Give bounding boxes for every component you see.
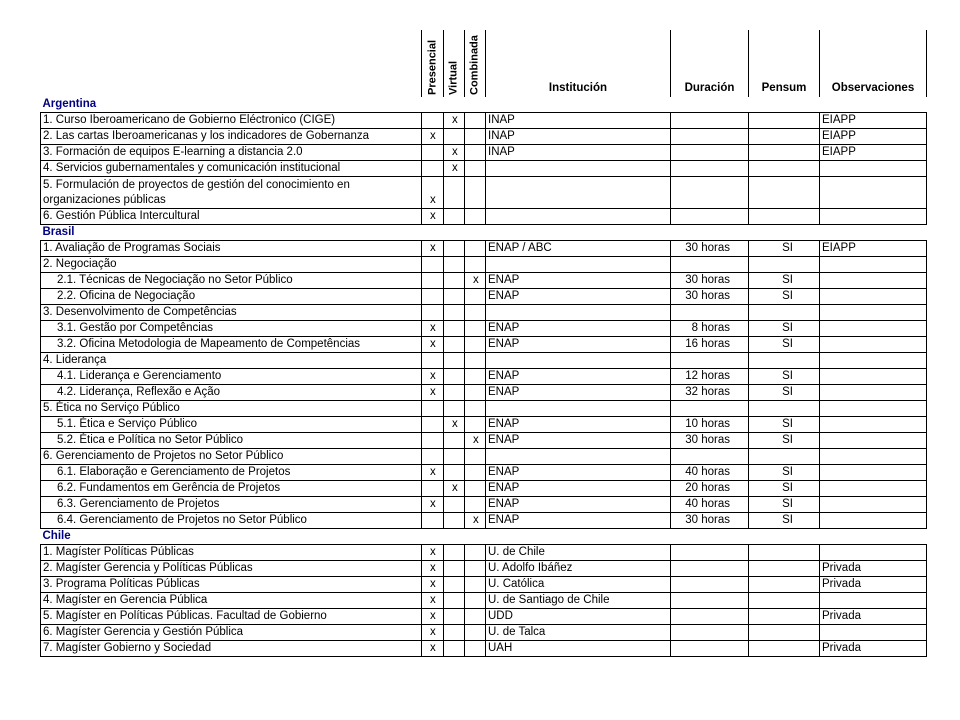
- institucion-cell: U. de Talca: [486, 625, 671, 641]
- observaciones-cell: [820, 417, 927, 433]
- combinada-cell: [465, 177, 486, 209]
- combinada-cell: [465, 209, 486, 225]
- course-name-cell: 6. Magíster Gerencia y Gestión Pública: [41, 625, 422, 641]
- header-row: [41, 30, 927, 97]
- observaciones-cell: [820, 337, 927, 353]
- combinada-cell: [465, 401, 486, 417]
- pensum-cell: [749, 401, 820, 417]
- virtual-cell: [444, 241, 465, 257]
- institucion-cell: U. Adolfo Ibáñez: [486, 561, 671, 577]
- observaciones-cell: [820, 465, 927, 481]
- header-duracion: Duración: [671, 30, 749, 97]
- duracion-cell: 30 horas: [671, 289, 749, 305]
- combinada-cell: [465, 561, 486, 577]
- duracion-cell: [671, 161, 749, 177]
- pensum-cell: SI: [749, 417, 820, 433]
- institucion-cell: INAP: [486, 145, 671, 161]
- institucion-cell: U. Católica: [486, 577, 671, 593]
- pensum-cell: SI: [749, 433, 820, 449]
- table-row: [41, 273, 927, 289]
- combinada-cell: [465, 385, 486, 401]
- virtual-cell: [444, 353, 465, 369]
- duracion-cell: [671, 593, 749, 609]
- presencial-cell: [422, 401, 444, 417]
- virtual-cell: [444, 561, 465, 577]
- course-name-cell: 6. Gerenciamento de Projetos no Setor Público: [41, 449, 422, 465]
- presencial-cell: x: [422, 497, 444, 513]
- institucion-cell: ENAP: [486, 385, 671, 401]
- combinada-cell: [465, 337, 486, 353]
- presencial-cell: [422, 449, 444, 465]
- combinada-cell: [465, 625, 486, 641]
- duracion-cell: [671, 545, 749, 561]
- observaciones-cell: [820, 449, 927, 465]
- course-name-cell: 5. Formulación de proyectos de gestión del conocimiento en organizaciones públicas: [41, 177, 422, 209]
- pensum-cell: [749, 209, 820, 225]
- pensum-cell: SI: [749, 465, 820, 481]
- observaciones-cell: [820, 161, 927, 177]
- presencial-cell: [422, 289, 444, 305]
- institucion-cell: UDD: [486, 609, 671, 625]
- presencial-cell: x: [422, 209, 444, 225]
- presencial-cell: x: [422, 577, 444, 593]
- duracion-cell: [671, 353, 749, 369]
- institucion-cell: ENAP: [486, 513, 671, 529]
- pensum-cell: SI: [749, 481, 820, 497]
- course-name-cell: 3. Formación de equipos E-learning a distancia 2.0: [41, 145, 422, 161]
- table-row: [41, 161, 927, 177]
- duracion-cell: [671, 561, 749, 577]
- pensum-cell: SI: [749, 273, 820, 289]
- course-name-cell: 3.2. Oficina Metodologia de Mapeamento de Competências: [41, 337, 422, 353]
- combinada-cell: [465, 417, 486, 433]
- course-name-cell: 6.3. Gerenciamento de Projetos: [41, 497, 422, 513]
- virtual-cell: x: [444, 481, 465, 497]
- observaciones-cell: [820, 289, 927, 305]
- course-name-cell: 4. Servicios gubernamentales y comunicación institucional: [41, 161, 422, 177]
- table-row: [41, 209, 927, 225]
- header-institucion: Institución: [486, 30, 671, 97]
- virtual-cell: x: [444, 417, 465, 433]
- combinada-cell: [465, 353, 486, 369]
- duracion-cell: 16 horas: [671, 337, 749, 353]
- course-table: [40, 30, 927, 657]
- duracion-cell: [671, 641, 749, 657]
- presencial-cell: x: [422, 545, 444, 561]
- observaciones-cell: EIAPP: [820, 145, 927, 161]
- course-name-cell: 5.1. Ética e Serviço Público: [41, 417, 422, 433]
- duracion-cell: 30 horas: [671, 273, 749, 289]
- virtual-cell: [444, 209, 465, 225]
- presencial-cell: [422, 353, 444, 369]
- combinada-cell: [465, 545, 486, 561]
- presencial-cell: x: [422, 241, 444, 257]
- presencial-cell: x: [422, 561, 444, 577]
- institucion-cell: ENAP: [486, 321, 671, 337]
- presencial-cell: [422, 257, 444, 273]
- virtual-cell: [444, 513, 465, 529]
- country-header-row: [41, 225, 927, 241]
- duracion-cell: 30 horas: [671, 433, 749, 449]
- pensum-cell: [749, 177, 820, 209]
- virtual-cell: [444, 129, 465, 145]
- table-row: [41, 401, 927, 417]
- table-row: [41, 353, 927, 369]
- virtual-cell: [444, 257, 465, 273]
- presencial-cell: x: [422, 129, 444, 145]
- institucion-cell: ENAP / ABC: [486, 241, 671, 257]
- pensum-cell: SI: [749, 369, 820, 385]
- virtual-cell: [444, 465, 465, 481]
- course-name-cell: 2. Magíster Gerencia y Políticas Públicas: [41, 561, 422, 577]
- virtual-cell: [444, 625, 465, 641]
- duracion-cell: [671, 625, 749, 641]
- combinada-cell: [465, 113, 486, 129]
- pensum-cell: SI: [749, 385, 820, 401]
- institucion-cell: [486, 161, 671, 177]
- institucion-cell: [486, 353, 671, 369]
- duracion-cell: 32 horas: [671, 385, 749, 401]
- pensum-cell: SI: [749, 289, 820, 305]
- observaciones-cell: [820, 545, 927, 561]
- course-name-cell: 2.1. Técnicas de Negociação no Setor Público: [41, 273, 422, 289]
- header-combinada: Combinada: [465, 30, 486, 97]
- institucion-cell: INAP: [486, 113, 671, 129]
- course-name-cell: 7. Magíster Gobierno y Sociedad: [41, 641, 422, 657]
- institucion-cell: ENAP: [486, 433, 671, 449]
- table-row: [41, 497, 927, 513]
- course-table-sheet: [40, 30, 926, 657]
- observaciones-cell: [820, 321, 927, 337]
- combinada-cell: [465, 449, 486, 465]
- duracion-cell: [671, 609, 749, 625]
- combinada-cell: [465, 641, 486, 657]
- table-row: [41, 337, 927, 353]
- combinada-cell: [465, 321, 486, 337]
- virtual-cell: [444, 321, 465, 337]
- combinada-cell: [465, 593, 486, 609]
- virtual-cell: [444, 385, 465, 401]
- observaciones-cell: [820, 401, 927, 417]
- table-row: [41, 289, 927, 305]
- presencial-cell: x: [422, 369, 444, 385]
- combinada-cell: [465, 257, 486, 273]
- table-row: [41, 545, 927, 561]
- observaciones-cell: Privada: [820, 577, 927, 593]
- table-row: [41, 433, 927, 449]
- table-row: [41, 561, 927, 577]
- presencial-cell: x: [422, 337, 444, 353]
- observaciones-cell: [820, 625, 927, 641]
- presencial-cell: [422, 113, 444, 129]
- table-row: [41, 145, 927, 161]
- virtual-cell: [444, 369, 465, 385]
- table-row: [41, 481, 927, 497]
- observaciones-cell: Privada: [820, 561, 927, 577]
- table-row: [41, 593, 927, 609]
- virtual-cell: [444, 545, 465, 561]
- course-name-cell: 4. Liderança: [41, 353, 422, 369]
- combinada-cell: [465, 161, 486, 177]
- institucion-cell: ENAP: [486, 465, 671, 481]
- pensum-cell: [749, 145, 820, 161]
- observaciones-cell: [820, 305, 927, 321]
- country-name: Argentina: [42, 98, 97, 110]
- observaciones-cell: [820, 385, 927, 401]
- pensum-cell: [749, 257, 820, 273]
- course-name-cell: 4. Magíster en Gerencia Pública: [41, 593, 422, 609]
- virtual-cell: [444, 449, 465, 465]
- institucion-cell: INAP: [486, 129, 671, 145]
- virtual-cell: [444, 497, 465, 513]
- observaciones-cell: [820, 593, 927, 609]
- table-row: [41, 465, 927, 481]
- observaciones-cell: [820, 513, 927, 529]
- pensum-cell: [749, 641, 820, 657]
- institucion-cell: [486, 305, 671, 321]
- combinada-cell: x: [465, 433, 486, 449]
- pensum-cell: [749, 593, 820, 609]
- institucion-cell: [486, 177, 671, 209]
- combinada-cell: [465, 241, 486, 257]
- pensum-cell: [749, 113, 820, 129]
- header-presencial: Presencial: [422, 30, 444, 97]
- observaciones-cell: [820, 481, 927, 497]
- virtual-cell: [444, 609, 465, 625]
- pensum-cell: [749, 161, 820, 177]
- pensum-cell: SI: [749, 321, 820, 337]
- combinada-cell: x: [465, 273, 486, 289]
- course-name-cell: 5. Magíster en Políticas Públicas. Facultad de Gobierno: [41, 609, 422, 625]
- course-name-cell: 1. Avaliação de Programas Sociais: [41, 241, 422, 257]
- observaciones-cell: [820, 257, 927, 273]
- combinada-cell: [465, 129, 486, 145]
- duracion-cell: 8 horas: [671, 321, 749, 337]
- course-name-cell: 6.1. Elaboração e Gerenciamento de Projetos: [41, 465, 422, 481]
- table-row: [41, 417, 927, 433]
- course-name-cell: 1. Curso Iberoamericano de Gobierno Eléctronico (CIGE): [41, 113, 422, 129]
- observaciones-cell: [820, 497, 927, 513]
- pensum-cell: [749, 561, 820, 577]
- course-name-cell: 2. Las cartas Iberoamericanas y los indicadores de Gobernanza: [41, 129, 422, 145]
- country-header-row: [41, 97, 927, 113]
- pensum-cell: [749, 353, 820, 369]
- presencial-cell: [422, 481, 444, 497]
- header-pensum: Pensum: [749, 30, 820, 97]
- duracion-cell: 12 horas: [671, 369, 749, 385]
- table-row: [41, 577, 927, 593]
- duracion-cell: 20 horas: [671, 481, 749, 497]
- presencial-cell: x: [422, 641, 444, 657]
- table-row: [41, 641, 927, 657]
- institucion-cell: ENAP: [486, 273, 671, 289]
- duracion-cell: [671, 145, 749, 161]
- table-row: [41, 113, 927, 129]
- combinada-cell: [465, 465, 486, 481]
- observaciones-cell: [820, 433, 927, 449]
- observaciones-cell: [820, 353, 927, 369]
- table-row: [41, 625, 927, 641]
- country-name: Brasil: [42, 226, 75, 238]
- duracion-cell: 40 horas: [671, 497, 749, 513]
- institucion-cell: [486, 401, 671, 417]
- table-row: [41, 369, 927, 385]
- course-name-cell: 1. Magíster Políticas Públicas: [41, 545, 422, 561]
- institucion-cell: ENAP: [486, 417, 671, 433]
- virtual-cell: [444, 289, 465, 305]
- table-row: [41, 129, 927, 145]
- combinada-cell: [465, 305, 486, 321]
- combinada-cell: [465, 497, 486, 513]
- virtual-cell: [444, 337, 465, 353]
- course-name-cell: 6.2. Fundamentos em Gerência de Projetos: [41, 481, 422, 497]
- presencial-cell: x: [422, 609, 444, 625]
- pensum-cell: SI: [749, 241, 820, 257]
- combinada-cell: [465, 289, 486, 305]
- pensum-cell: [749, 449, 820, 465]
- institucion-cell: [486, 449, 671, 465]
- duracion-cell: [671, 305, 749, 321]
- observaciones-cell: Privada: [820, 609, 927, 625]
- combinada-cell: [465, 369, 486, 385]
- institucion-cell: [486, 209, 671, 225]
- table-row: [41, 385, 927, 401]
- observaciones-cell: [820, 177, 927, 209]
- duracion-cell: [671, 113, 749, 129]
- virtual-cell: [444, 641, 465, 657]
- duracion-cell: [671, 209, 749, 225]
- institucion-cell: UAH: [486, 641, 671, 657]
- institucion-cell: ENAP: [486, 497, 671, 513]
- pensum-cell: [749, 129, 820, 145]
- presencial-cell: x: [422, 625, 444, 641]
- pensum-cell: SI: [749, 337, 820, 353]
- presencial-cell: x: [422, 177, 444, 209]
- table-row: [41, 241, 927, 257]
- course-name-cell: 2. Negociação: [41, 257, 422, 273]
- course-name-cell: 5.2. Ética e Política no Setor Público: [41, 433, 422, 449]
- observaciones-cell: EIAPP: [820, 113, 927, 129]
- institucion-cell: ENAP: [486, 481, 671, 497]
- table-row: [41, 513, 927, 529]
- combinada-cell: [465, 145, 486, 161]
- presencial-cell: [422, 161, 444, 177]
- course-name-cell: 4.2. Liderança, Reflexão e Ação: [41, 385, 422, 401]
- country-name: Chile: [42, 530, 71, 542]
- presencial-cell: [422, 145, 444, 161]
- virtual-cell: [444, 177, 465, 209]
- institucion-cell: ENAP: [486, 289, 671, 305]
- virtual-cell: x: [444, 145, 465, 161]
- presencial-cell: [422, 433, 444, 449]
- header-virtual: Virtual: [444, 30, 465, 97]
- presencial-cell: x: [422, 465, 444, 481]
- pensum-cell: [749, 609, 820, 625]
- duracion-cell: [671, 401, 749, 417]
- presencial-cell: x: [422, 593, 444, 609]
- country-header-row: [41, 529, 927, 545]
- virtual-cell: [444, 593, 465, 609]
- course-name-cell: 3. Desenvolvimento de Competências: [41, 305, 422, 321]
- combinada-cell: x: [465, 513, 486, 529]
- table-row: [41, 305, 927, 321]
- table-row: [41, 609, 927, 625]
- combinada-cell: [465, 609, 486, 625]
- duracion-cell: 40 horas: [671, 465, 749, 481]
- pensum-cell: [749, 545, 820, 561]
- duracion-cell: [671, 177, 749, 209]
- pensum-cell: [749, 625, 820, 641]
- virtual-cell: x: [444, 161, 465, 177]
- virtual-cell: x: [444, 113, 465, 129]
- header-observaciones: Observaciones: [820, 30, 927, 97]
- table-row: [41, 449, 927, 465]
- institucion-cell: ENAP: [486, 369, 671, 385]
- table-row: [41, 257, 927, 273]
- observaciones-cell: Privada: [820, 641, 927, 657]
- observaciones-cell: [820, 369, 927, 385]
- observaciones-cell: EIAPP: [820, 241, 927, 257]
- course-name-cell: 6.4. Gerenciamento de Projetos no Setor Público: [41, 513, 422, 529]
- pensum-cell: [749, 305, 820, 321]
- course-name-cell: 5. Ética no Serviço Público: [41, 401, 422, 417]
- observaciones-cell: [820, 273, 927, 289]
- presencial-cell: [422, 417, 444, 433]
- duracion-cell: [671, 129, 749, 145]
- pensum-cell: SI: [749, 497, 820, 513]
- observaciones-cell: EIAPP: [820, 129, 927, 145]
- presencial-cell: [422, 513, 444, 529]
- virtual-cell: [444, 401, 465, 417]
- presencial-cell: x: [422, 321, 444, 337]
- presencial-cell: [422, 305, 444, 321]
- institucion-cell: U. de Chile: [486, 545, 671, 561]
- course-name-cell: 4.1. Liderança e Gerenciamento: [41, 369, 422, 385]
- header-blank: [41, 30, 422, 97]
- institucion-cell: ENAP: [486, 337, 671, 353]
- duracion-cell: [671, 257, 749, 273]
- pensum-cell: [749, 577, 820, 593]
- duracion-cell: [671, 449, 749, 465]
- course-name-cell: 3. Programa Políticas Públicas: [41, 577, 422, 593]
- duracion-cell: 10 horas: [671, 417, 749, 433]
- course-name-cell: 3.1. Gestão por Competências: [41, 321, 422, 337]
- course-name-cell: 6. Gestión Pública Intercultural: [41, 209, 422, 225]
- virtual-cell: [444, 577, 465, 593]
- virtual-cell: [444, 273, 465, 289]
- course-name-cell: 2.2. Oficina de Negociação: [41, 289, 422, 305]
- duracion-cell: [671, 577, 749, 593]
- presencial-cell: x: [422, 385, 444, 401]
- combinada-cell: [465, 481, 486, 497]
- virtual-cell: [444, 305, 465, 321]
- institucion-cell: [486, 257, 671, 273]
- observaciones-cell: [820, 209, 927, 225]
- table-row: [41, 321, 927, 337]
- institucion-cell: U. de Santiago de Chile: [486, 593, 671, 609]
- presencial-cell: [422, 273, 444, 289]
- pensum-cell: SI: [749, 513, 820, 529]
- virtual-cell: [444, 433, 465, 449]
- table-row: [41, 177, 927, 209]
- duracion-cell: 30 horas: [671, 241, 749, 257]
- combinada-cell: [465, 577, 486, 593]
- duracion-cell: 30 horas: [671, 513, 749, 529]
